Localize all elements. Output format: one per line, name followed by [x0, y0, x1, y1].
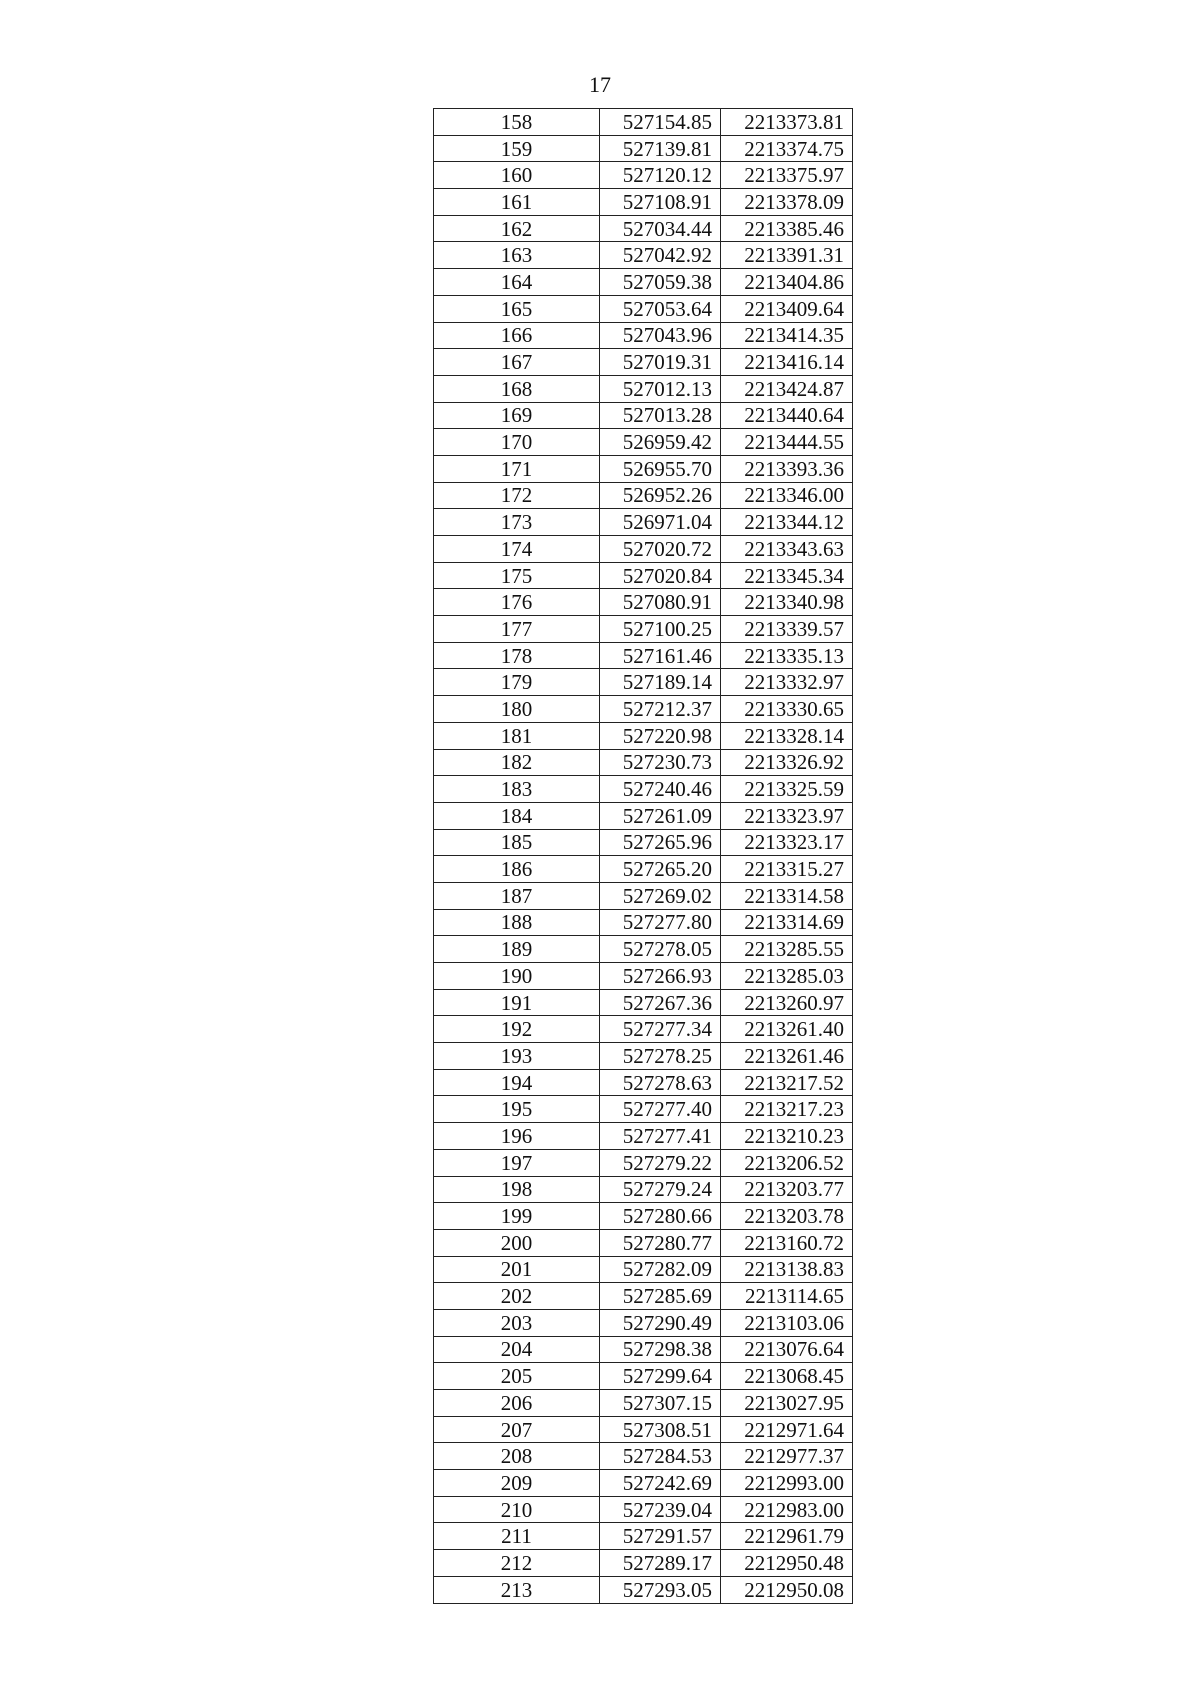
- y-coordinate-cell: 2213440.64: [721, 402, 853, 429]
- x-coordinate-cell: 527100.25: [600, 616, 721, 643]
- table-row: [434, 1550, 853, 1577]
- x-coordinate-cell: 527290.49: [600, 1309, 721, 1336]
- point-number-cell: 192: [434, 1016, 600, 1043]
- point-number-cell: 202: [434, 1283, 600, 1310]
- point-number-cell: 161: [434, 189, 600, 216]
- x-coordinate-cell: 527230.73: [600, 749, 721, 776]
- x-coordinate-cell: 527240.46: [600, 776, 721, 803]
- x-coordinate-cell: 527289.17: [600, 1550, 721, 1577]
- point-number-cell: 178: [434, 642, 600, 669]
- table-row: [434, 562, 853, 589]
- point-number-cell: 164: [434, 269, 600, 296]
- y-coordinate-cell: 2213346.00: [721, 482, 853, 509]
- y-coordinate-cell: 2213325.59: [721, 776, 853, 803]
- x-coordinate-cell: 527277.80: [600, 909, 721, 936]
- y-coordinate-cell: 2212971.64: [721, 1416, 853, 1443]
- table-row: [434, 936, 853, 963]
- point-number-cell: 166: [434, 322, 600, 349]
- coordinate-table: [433, 108, 853, 1604]
- table-row: [434, 189, 853, 216]
- x-coordinate-cell: 527280.66: [600, 1203, 721, 1230]
- x-coordinate-cell: 527220.98: [600, 722, 721, 749]
- table-row: [434, 1309, 853, 1336]
- point-number-cell: 195: [434, 1096, 600, 1123]
- y-coordinate-cell: 2213345.34: [721, 562, 853, 589]
- y-coordinate-cell: 2213314.58: [721, 882, 853, 909]
- table-row: [434, 1470, 853, 1497]
- y-coordinate-cell: 2213203.77: [721, 1176, 853, 1203]
- x-coordinate-cell: 527284.53: [600, 1443, 721, 1470]
- point-number-cell: 190: [434, 963, 600, 990]
- point-number-cell: 196: [434, 1123, 600, 1150]
- x-coordinate-cell: 527012.13: [600, 375, 721, 402]
- y-coordinate-cell: 2213375.97: [721, 162, 853, 189]
- point-number-cell: 198: [434, 1176, 600, 1203]
- point-number-cell: 170: [434, 429, 600, 456]
- y-coordinate-cell: 2213068.45: [721, 1363, 853, 1390]
- table-row: [434, 1203, 853, 1230]
- point-number-cell: 193: [434, 1043, 600, 1070]
- y-coordinate-cell: 2213330.65: [721, 696, 853, 723]
- point-number-cell: 206: [434, 1390, 600, 1417]
- point-number-cell: 181: [434, 722, 600, 749]
- x-coordinate-cell: 526959.42: [600, 429, 721, 456]
- y-coordinate-cell: 2213409.64: [721, 295, 853, 322]
- table-row: [434, 1443, 853, 1470]
- table-row: [434, 1149, 853, 1176]
- table-row: [434, 1123, 853, 1150]
- table-row: [434, 1096, 853, 1123]
- table-row: [434, 455, 853, 482]
- table-row: [434, 856, 853, 883]
- y-coordinate-cell: 2213393.36: [721, 455, 853, 482]
- table-row: [434, 109, 853, 136]
- x-coordinate-cell: 526955.70: [600, 455, 721, 482]
- y-coordinate-cell: 2212950.48: [721, 1550, 853, 1577]
- x-coordinate-cell: 527278.63: [600, 1069, 721, 1096]
- table-row: [434, 536, 853, 563]
- page-number: 17: [589, 72, 611, 97]
- y-coordinate-cell: 2213340.98: [721, 589, 853, 616]
- point-number-cell: 180: [434, 696, 600, 723]
- table-row: [434, 269, 853, 296]
- x-coordinate-cell: 527013.28: [600, 402, 721, 429]
- x-coordinate-cell: 527269.02: [600, 882, 721, 909]
- table-row: [434, 989, 853, 1016]
- table-row: [434, 135, 853, 162]
- point-number-cell: 209: [434, 1470, 600, 1497]
- y-coordinate-cell: 2213315.27: [721, 856, 853, 883]
- table-row: [434, 882, 853, 909]
- point-number-cell: 201: [434, 1256, 600, 1283]
- point-number-cell: 169: [434, 402, 600, 429]
- x-coordinate-cell: 527242.69: [600, 1470, 721, 1497]
- x-coordinate-cell: 527042.92: [600, 242, 721, 269]
- table-row: [434, 429, 853, 456]
- y-coordinate-cell: 2212950.08: [721, 1576, 853, 1603]
- point-number-cell: 199: [434, 1203, 600, 1230]
- point-number-cell: 165: [434, 295, 600, 322]
- point-number-cell: 197: [434, 1149, 600, 1176]
- y-coordinate-cell: 2213206.52: [721, 1149, 853, 1176]
- x-coordinate-cell: 527020.84: [600, 562, 721, 589]
- x-coordinate-cell: 527307.15: [600, 1390, 721, 1417]
- x-coordinate-cell: 526952.26: [600, 482, 721, 509]
- point-number-cell: 187: [434, 882, 600, 909]
- x-coordinate-cell: 527285.69: [600, 1283, 721, 1310]
- point-number-cell: 210: [434, 1496, 600, 1523]
- table-row: [434, 696, 853, 723]
- y-coordinate-cell: 2213076.64: [721, 1336, 853, 1363]
- x-coordinate-cell: 527139.81: [600, 135, 721, 162]
- y-coordinate-cell: 2213103.06: [721, 1309, 853, 1336]
- y-coordinate-cell: 2213314.69: [721, 909, 853, 936]
- point-number-cell: 184: [434, 802, 600, 829]
- table-row: [434, 215, 853, 242]
- table-row: [434, 1256, 853, 1283]
- x-coordinate-cell: 527267.36: [600, 989, 721, 1016]
- point-number-cell: 158: [434, 109, 600, 136]
- y-coordinate-cell: 2213332.97: [721, 669, 853, 696]
- x-coordinate-cell: 527282.09: [600, 1256, 721, 1283]
- y-coordinate-cell: 2213326.92: [721, 749, 853, 776]
- point-number-cell: 207: [434, 1416, 600, 1443]
- y-coordinate-cell: 2213210.23: [721, 1123, 853, 1150]
- y-coordinate-cell: 2213114.65: [721, 1283, 853, 1310]
- point-number-cell: 179: [434, 669, 600, 696]
- y-coordinate-cell: 2213328.14: [721, 722, 853, 749]
- point-number-cell: 205: [434, 1363, 600, 1390]
- point-number-cell: 212: [434, 1550, 600, 1577]
- y-coordinate-cell: 2212993.00: [721, 1470, 853, 1497]
- table-row: [434, 749, 853, 776]
- x-coordinate-cell: 527120.12: [600, 162, 721, 189]
- x-coordinate-cell: 527308.51: [600, 1416, 721, 1443]
- table-row: [434, 829, 853, 856]
- point-number-cell: 174: [434, 536, 600, 563]
- y-coordinate-cell: 2212983.00: [721, 1496, 853, 1523]
- point-number-cell: 173: [434, 509, 600, 536]
- y-coordinate-cell: 2213217.23: [721, 1096, 853, 1123]
- x-coordinate-cell: 527020.72: [600, 536, 721, 563]
- table-row: [434, 1069, 853, 1096]
- x-coordinate-cell: 527277.41: [600, 1123, 721, 1150]
- point-number-cell: 167: [434, 349, 600, 376]
- y-coordinate-cell: 2213444.55: [721, 429, 853, 456]
- table-row: [434, 322, 853, 349]
- x-coordinate-cell: 527298.38: [600, 1336, 721, 1363]
- x-coordinate-cell: 527266.93: [600, 963, 721, 990]
- y-coordinate-cell: 2213027.95: [721, 1390, 853, 1417]
- y-coordinate-cell: 2213203.78: [721, 1203, 853, 1230]
- y-coordinate-cell: 2213391.31: [721, 242, 853, 269]
- table-row: [434, 1043, 853, 1070]
- y-coordinate-cell: 2212961.79: [721, 1523, 853, 1550]
- table-row: [434, 963, 853, 990]
- point-number-cell: 185: [434, 829, 600, 856]
- x-coordinate-cell: 527265.96: [600, 829, 721, 856]
- table-row: [434, 295, 853, 322]
- x-coordinate-cell: 527189.14: [600, 669, 721, 696]
- x-coordinate-cell: 527261.09: [600, 802, 721, 829]
- point-number-cell: 186: [434, 856, 600, 883]
- point-number-cell: 189: [434, 936, 600, 963]
- x-coordinate-cell: 527293.05: [600, 1576, 721, 1603]
- y-coordinate-cell: 2213160.72: [721, 1229, 853, 1256]
- y-coordinate-cell: 2212977.37: [721, 1443, 853, 1470]
- point-number-cell: 208: [434, 1443, 600, 1470]
- table-row: [434, 1496, 853, 1523]
- table-row: [434, 776, 853, 803]
- y-coordinate-cell: 2213261.46: [721, 1043, 853, 1070]
- table-row: [434, 722, 853, 749]
- y-coordinate-cell: 2213138.83: [721, 1256, 853, 1283]
- y-coordinate-cell: 2213335.13: [721, 642, 853, 669]
- x-coordinate-cell: 527154.85: [600, 109, 721, 136]
- y-coordinate-cell: 2213416.14: [721, 349, 853, 376]
- x-coordinate-cell: 527277.34: [600, 1016, 721, 1043]
- table-row: [434, 802, 853, 829]
- point-number-cell: 182: [434, 749, 600, 776]
- point-number-cell: 204: [434, 1336, 600, 1363]
- x-coordinate-cell: 527059.38: [600, 269, 721, 296]
- table-row: [434, 349, 853, 376]
- x-coordinate-cell: 527108.91: [600, 189, 721, 216]
- y-coordinate-cell: 2213424.87: [721, 375, 853, 402]
- x-coordinate-cell: 527034.44: [600, 215, 721, 242]
- y-coordinate-cell: 2213373.81: [721, 109, 853, 136]
- y-coordinate-cell: 2213378.09: [721, 189, 853, 216]
- point-number-cell: 160: [434, 162, 600, 189]
- x-coordinate-cell: 527279.22: [600, 1149, 721, 1176]
- table-row: [434, 1363, 853, 1390]
- point-number-cell: 159: [434, 135, 600, 162]
- table-row: [434, 482, 853, 509]
- table-row: [434, 1229, 853, 1256]
- point-number-cell: 163: [434, 242, 600, 269]
- table-row: [434, 1416, 853, 1443]
- point-number-cell: 172: [434, 482, 600, 509]
- point-number-cell: 177: [434, 616, 600, 643]
- point-number-cell: 183: [434, 776, 600, 803]
- point-number-cell: 162: [434, 215, 600, 242]
- x-coordinate-cell: 527280.77: [600, 1229, 721, 1256]
- x-coordinate-cell: 527080.91: [600, 589, 721, 616]
- point-number-cell: 171: [434, 455, 600, 482]
- point-number-cell: 188: [434, 909, 600, 936]
- point-number-cell: 213: [434, 1576, 600, 1603]
- point-number-cell: 194: [434, 1069, 600, 1096]
- x-coordinate-cell: 527019.31: [600, 349, 721, 376]
- table-row: [434, 669, 853, 696]
- table-row: [434, 642, 853, 669]
- y-coordinate-cell: 2213260.97: [721, 989, 853, 1016]
- table-row: [434, 1016, 853, 1043]
- y-coordinate-cell: 2213285.03: [721, 963, 853, 990]
- y-coordinate-cell: 2213385.46: [721, 215, 853, 242]
- table-row: [434, 909, 853, 936]
- point-number-cell: 200: [434, 1229, 600, 1256]
- y-coordinate-cell: 2213374.75: [721, 135, 853, 162]
- x-coordinate-cell: 527299.64: [600, 1363, 721, 1390]
- x-coordinate-cell: 527278.25: [600, 1043, 721, 1070]
- y-coordinate-cell: 2213414.35: [721, 322, 853, 349]
- y-coordinate-cell: 2213261.40: [721, 1016, 853, 1043]
- x-coordinate-cell: 527279.24: [600, 1176, 721, 1203]
- point-number-cell: 175: [434, 562, 600, 589]
- table-row: [434, 616, 853, 643]
- y-coordinate-cell: 2213344.12: [721, 509, 853, 536]
- x-coordinate-cell: 527278.05: [600, 936, 721, 963]
- y-coordinate-cell: 2213343.63: [721, 536, 853, 563]
- x-coordinate-cell: 527053.64: [600, 295, 721, 322]
- point-number-cell: 203: [434, 1309, 600, 1336]
- y-coordinate-cell: 2213404.86: [721, 269, 853, 296]
- table-row: [434, 242, 853, 269]
- table-row: [434, 375, 853, 402]
- table-row: [434, 1523, 853, 1550]
- x-coordinate-cell: 527161.46: [600, 642, 721, 669]
- x-coordinate-cell: 526971.04: [600, 509, 721, 536]
- point-number-cell: 176: [434, 589, 600, 616]
- point-number-cell: 168: [434, 375, 600, 402]
- x-coordinate-cell: 527291.57: [600, 1523, 721, 1550]
- table-row: [434, 1390, 853, 1417]
- y-coordinate-cell: 2213323.17: [721, 829, 853, 856]
- y-coordinate-cell: 2213285.55: [721, 936, 853, 963]
- table-row: [434, 162, 853, 189]
- point-number-cell: 211: [434, 1523, 600, 1550]
- table-row: [434, 402, 853, 429]
- x-coordinate-cell: 527239.04: [600, 1496, 721, 1523]
- table-row: [434, 589, 853, 616]
- table-row: [434, 1176, 853, 1203]
- table-row: [434, 509, 853, 536]
- x-coordinate-cell: 527277.40: [600, 1096, 721, 1123]
- table-row: [434, 1283, 853, 1310]
- x-coordinate-cell: 527212.37: [600, 696, 721, 723]
- x-coordinate-cell: 527265.20: [600, 856, 721, 883]
- x-coordinate-cell: 527043.96: [600, 322, 721, 349]
- table-row: [434, 1576, 853, 1603]
- y-coordinate-cell: 2213323.97: [721, 802, 853, 829]
- point-number-cell: 191: [434, 989, 600, 1016]
- y-coordinate-cell: 2213339.57: [721, 616, 853, 643]
- y-coordinate-cell: 2213217.52: [721, 1069, 853, 1096]
- table-row: [434, 1336, 853, 1363]
- coordinate-table-body: [434, 109, 853, 1604]
